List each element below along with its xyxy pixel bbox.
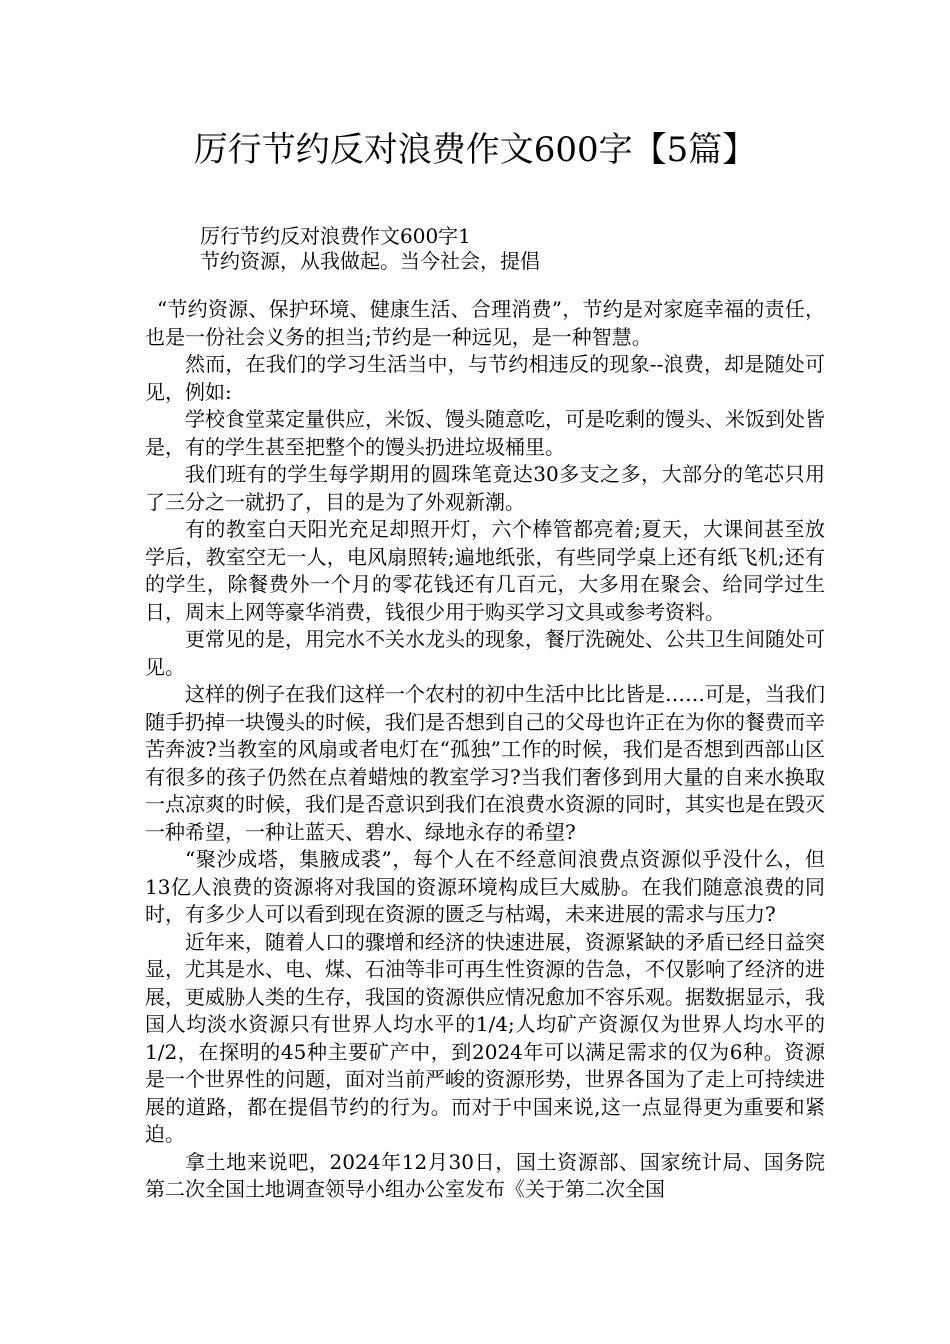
paragraph: 学校食堂菜定量供应，米饭、馒头随意吃，可是吃剩的馒头、米饭到处皆是，有的学生甚至把整个的馒头扔进垃圾桶里。 bbox=[145, 407, 825, 459]
intro-line: 节约资源，从我做起。当今社会，提倡 bbox=[200, 249, 540, 273]
paragraph: “聚沙成塔，集腋成裘”，每个人在不经意间浪费点资源似乎没什么，但13亿人浪费的资源将对我国的资源环境构成巨大威胁。在我们随意浪费的同时，有多少人可以看到现在资源的匮乏与枯竭，未来进展的需求与压力? bbox=[145, 847, 825, 926]
paragraph: 拿土地来说吧，2024年12月30日，国土资源部、国家统计局、国务院第二次全国土地调查领导小组办公室发布《关于第二次全国 bbox=[145, 1149, 825, 1201]
page-title: 厉行节约反对浪费作文600字【5篇】 bbox=[193, 130, 757, 170]
paragraph: 有的教室白天阳光充足却照开灯，六个棒管都亮着;夏天，大课间甚至放学后，教室空无一人，电风扇照转;遍地纸张，有些同学桌上还有纸飞机;还有的学生，除餐费外一个月的零花钱还有几百元，大多用在聚会、给同学过生日，周末上网等豪华消费，钱很少用于购买学习文具或参考资料。 bbox=[145, 517, 825, 624]
essay-subtitle: 厉行节约反对浪费作文600字1 bbox=[200, 224, 471, 248]
intro-block bbox=[200, 224, 540, 274]
paragraph: 这样的例子在我们这样一个农村的初中生活中比比皆是……可是，当我们随手扔掉一块馒头的时候，我们是否想到自己的父母也许正在为你的餐费而辛苦奔波?当教室的风扇或者电灯在“孤独”工作的时候，我们是否想到西部山区有很多的孩子仍然在点着蜡烛的教室学习?当我们奢侈到用大量的自来水换取一点凉爽的时候，我们是否意识到我们在浪费水资源的同时，其实也是在毁灭一种希望，一种让蓝天、碧水、绿地永存的希望? bbox=[145, 682, 825, 844]
paragraph: 然而，在我们的学习生活当中，与节约相违反的现象--浪费，却是随处可见，例如: bbox=[145, 352, 825, 404]
paragraph: “节约资源、保护环境、健康生活、合理消费”，节约是对家庭幸福的责任，也是一份社会义务的担当;节约是一种远见，是一种智慧。 bbox=[145, 297, 825, 349]
paragraph: 近年来，随着人口的骤增和经济的快速进展，资源紧缺的矛盾已经日益突显，尤其是水、电、煤、石油等非可再生性资源的告急，不仅影响了经济的进展，更威胁人类的生存，我国的资源供应情况愈加不容乐观。据数据显示，我国人均淡水资源只有世界人均水平的1/4;人均矿产资源仅为世界人均水平的1/2，在探明的45种主要矿产中，到2024年可以满足需求的仅为6种。资源是一个世界性的问题，面对当前严峻的资源形势，世界各国为了走上可持续进展的道路，都在提倡节约的行为。而对于中国来说,这一点显得更为重要和紧迫。 bbox=[145, 929, 825, 1146]
paragraph: 更常见的是，用完水不关水龙头的现象，餐厅洗碗处、公共卫生间随处可见。 bbox=[145, 627, 825, 679]
essay-body bbox=[145, 296, 825, 1204]
paragraph: 我们班有的学生每学期用的圆珠笔竟达30多支之多，大部分的笔芯只用了三分之一就扔了，目的是为了外观新潮。 bbox=[145, 462, 825, 514]
